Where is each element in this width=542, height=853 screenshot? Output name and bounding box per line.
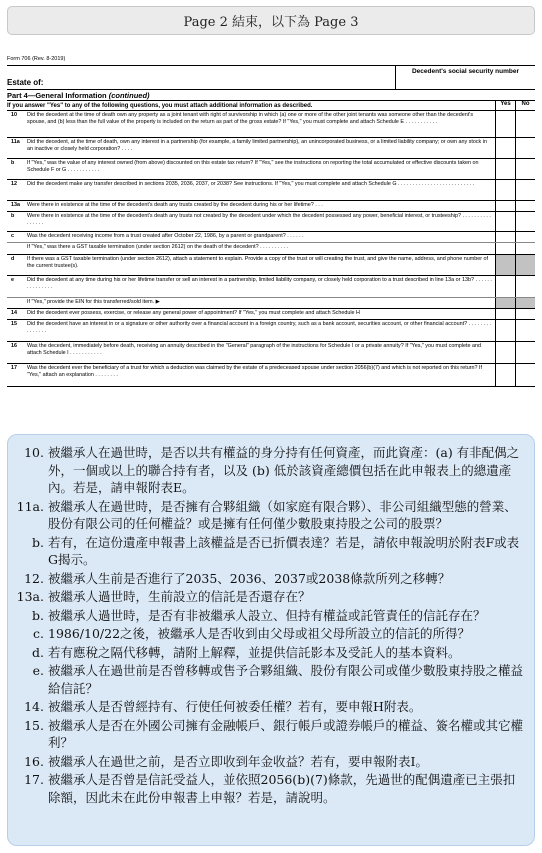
estate-label: Estate of: xyxy=(7,78,44,87)
part-title xyxy=(7,90,535,101)
translation-item xyxy=(16,644,524,662)
translation-number: e. xyxy=(32,663,44,678)
question-row xyxy=(7,276,535,298)
estate-header xyxy=(7,66,535,90)
question-number: b xyxy=(11,213,15,219)
yes-checkbox-cell xyxy=(495,255,515,275)
question-number: 14 xyxy=(11,310,17,316)
no-checkbox-cell[interactable] xyxy=(515,309,535,319)
no-checkbox-cell[interactable] xyxy=(515,201,535,211)
translation-text: 若有，在這份遺產申報書上該權益是否已折價表達？若是，請依申報說明於附表F或表G揭示。 xyxy=(48,534,520,567)
no-checkbox-cell[interactable] xyxy=(515,276,535,297)
question-text: Was the decedent ever the beneficiary of a trust for which a deduction was claimed by the estate of a predeceased spouse under section 2056(b)(7) and which is not reported on this return? If "Yes," attach an explanation . . . . . . . . xyxy=(27,365,482,378)
page-banner: Page 2 結束，以下為 Page 3 xyxy=(7,6,535,35)
translation-item xyxy=(16,570,524,588)
yes-checkbox-cell[interactable] xyxy=(495,212,515,231)
translation-item xyxy=(16,588,524,606)
question-number: d xyxy=(11,256,15,262)
yes-checkbox-cell[interactable] xyxy=(495,201,515,211)
no-checkbox-cell[interactable] xyxy=(515,212,535,231)
form-number: Form 706 (Rev. 8-2019) xyxy=(7,56,66,62)
question-text: If "Yes," was the value of any interest owned (from above) discounted on this estate tax return? If "Yes," see the instructions on reporting the total accumulated or effective discounts taken on Schedule F or G . . . . . . . . . . . xyxy=(27,160,479,173)
translation-text: 被繼承人在過世時，是否以共有權益的身分持有任何資產，而此資產：(a) 有非配偶之外，一個或以上的聯合持有者，以及 (b) 低於該資產總價包括在此申報表上的總遺產內。若是，請申報附表E。 xyxy=(48,445,520,495)
yes-column-header: Yes xyxy=(495,101,515,110)
question-text: Were there in existence at the time of the decedent's death any trusts created by the decedent during his or her lifetime? . . . xyxy=(27,202,323,208)
yes-checkbox-cell[interactable] xyxy=(495,320,515,341)
question-text: If "Yes," provide the EIN for this transferred/sold item. ▶ xyxy=(27,299,160,305)
translation-item xyxy=(16,753,524,771)
question-text: Did the decedent have an interest in or a signature or other authority over a financial account in a foreign country, such as a bank account, securities account, or other financial account? . . . . . . . . . . . . . . . xyxy=(27,321,492,334)
yes-checkbox-cell[interactable] xyxy=(495,276,515,297)
translation-item xyxy=(16,662,524,697)
question-text: If there was a GST taxable termination (under section 2612), attach a statement to explain. Provide a copy of the trust or will creating the trust, and give the name, address, and phone number of the current trustee(s). xyxy=(27,256,489,269)
translation-list xyxy=(16,444,524,806)
translation-number: 11a. xyxy=(16,498,44,514)
translation-number: b. xyxy=(32,607,44,623)
yes-checkbox-cell[interactable] xyxy=(495,232,515,242)
yes-checkbox-cell[interactable] xyxy=(495,138,515,158)
chinese-translation-panel xyxy=(7,434,535,846)
question-number xyxy=(7,298,27,308)
translation-item xyxy=(16,607,524,625)
question-number: 12 xyxy=(11,181,17,187)
no-checkbox-cell[interactable] xyxy=(515,232,535,242)
no-checkbox-cell[interactable] xyxy=(515,159,535,179)
translation-text: 被繼承人是否曾經持有、行使任何被委任權？若有，要申報H附表。 xyxy=(48,699,422,714)
no-checkbox-cell xyxy=(515,255,535,275)
translation-item xyxy=(16,498,524,533)
translation-number: 15. xyxy=(24,717,44,733)
question-text: Was the decedent, immediately before death, receiving an annuity described in the "General" paragraph of the instructions for Schedule I or a private annuity? If "Yes," you must complete and attach Schedule I . . . . . . . . . . . xyxy=(27,343,482,356)
question-number: 10 xyxy=(11,112,17,118)
translation-text: 被繼承人過世時，是否有非被繼承人設立、但持有權益或託管責任的信託存在？ xyxy=(48,607,486,623)
translation-number: b. xyxy=(32,534,44,550)
translation-text: 被繼承人生前是否進行了2035、2036、2037或2038條款所列之移轉？ xyxy=(48,570,451,586)
yes-checkbox-cell[interactable] xyxy=(495,180,515,200)
translation-number: 13a. xyxy=(16,589,44,604)
instruction-text: If you answer "Yes" to any of the following questions, you must attach additional information as described. xyxy=(7,103,313,109)
question-text: If "Yes," was there a GST taxable termination (under section 2612) on the death of the decedent? . . . . . . . . . . xyxy=(27,244,289,250)
translation-number: 10. xyxy=(24,445,44,460)
translation-text: 被繼承人在過世之前，是否立即收到年金收益？若有，要申報附表I。 xyxy=(48,753,428,769)
translation-item xyxy=(16,717,524,752)
question-row xyxy=(7,138,535,159)
question-number: e xyxy=(11,277,14,283)
no-checkbox-cell[interactable] xyxy=(515,342,535,363)
translation-text: 被繼承人是否曾是信託受益人，並依照2056(b)(7)條款，先過世的配偶遺產已主張扣除額，因此未在此份申報書上申報？若是，請說明。 xyxy=(48,772,516,805)
translation-number: 17. xyxy=(24,772,44,787)
translation-text: 被繼承人過世時，生前設立的信託是否還存在？ xyxy=(48,589,311,604)
question-number: 13a xyxy=(11,202,20,208)
question-number: 11a xyxy=(11,139,20,145)
question-row xyxy=(7,342,535,364)
questions-header xyxy=(7,101,535,111)
question-number: c xyxy=(11,233,14,239)
part-title-text: Part 4—General Information xyxy=(7,91,107,100)
question-text: Did the decedent at any time during his or her lifetime transfer or sell an interest in a partnership, limited liability company, or closely held corporation to a trust described in line 13a or 13b? . . . . . . . . . . . . . . . xyxy=(27,277,492,290)
no-checkbox-cell[interactable] xyxy=(515,364,535,386)
question-text: Did the decedent at the time of death own any property as a joint tenant with right of survivorship in which (a) one or more of the other joint tenants was someone other than the decedent's spouse, and (b) less than the full value of the property is included on the return as part of the gross estate? If "Yes," you must complete and attach Schedule E . . . . . . . . . . . xyxy=(27,112,474,125)
yes-checkbox-cell[interactable] xyxy=(495,364,515,386)
translation-item xyxy=(16,698,524,716)
question-text: Did the decedent ever possess, exercise, or release any general power of appointment? If "Yes," you must complete and attach Schedule H xyxy=(27,310,360,316)
form-706-excerpt xyxy=(7,56,535,387)
question-row xyxy=(7,212,535,232)
translation-text: 若有應稅之隔代移轉，請附上解釋，並提供信託影本及受託人的基本資料。 xyxy=(48,644,461,660)
translation-number: c. xyxy=(33,626,44,641)
question-row xyxy=(7,364,535,387)
translation-item xyxy=(16,534,524,569)
yes-checkbox-cell[interactable] xyxy=(495,111,515,137)
translation-text: 被繼承人是否在外國公司擁有金融帳戶、銀行帳戶或證券帳戶的權益、簽名權或其它權利？ xyxy=(48,717,524,750)
no-checkbox-cell[interactable] xyxy=(515,138,535,158)
question-number xyxy=(7,243,27,254)
question-row xyxy=(7,309,535,320)
question-text: Was the decedent receiving income from a trust created after October 22, 1986, by a parent or grandparent? . . . . . . xyxy=(27,233,304,239)
yes-checkbox-cell[interactable] xyxy=(495,342,515,363)
translation-number: 12. xyxy=(24,570,44,586)
no-checkbox-cell[interactable] xyxy=(515,243,535,254)
translation-text: 1986/10/22之後，被繼承人是否收到由父母或祖父母所設立的信託的所得？ xyxy=(48,626,471,641)
question-text: Did the decedent make any transfer described in sections 2035, 2036, 2037, or 2038? See instructions. If "Yes," you must complete and attach Schedule G . . . . . . . . . . . . . . . . . . . . . . . . . . xyxy=(27,181,475,187)
no-checkbox-cell[interactable] xyxy=(515,180,535,200)
question-text: Were there in existence at the time of the decedent's death any trusts not created by the decedent under which the decedent possessed any power, beneficial interest, or trusteeship? . . . . . . . . . . . . . . . . xyxy=(27,213,491,226)
question-row xyxy=(7,232,535,243)
question-number: b xyxy=(11,160,15,166)
question-row xyxy=(7,243,535,255)
question-row xyxy=(7,201,535,212)
yes-checkbox-cell xyxy=(495,298,515,308)
no-column-header: No xyxy=(515,101,535,110)
translation-text: 被繼承人在過世時，是否擁有合夥組織（如家庭有限合夥）、非公司組織型態的營業、股份有限公司的任何權益？或是擁有任何僅少數股東持股之公司的股票？ xyxy=(48,498,517,531)
translation-item xyxy=(16,444,524,497)
no-checkbox-cell[interactable] xyxy=(515,111,535,137)
yes-checkbox-cell[interactable] xyxy=(495,309,515,319)
question-number: 15 xyxy=(11,321,17,327)
question-number: 16 xyxy=(11,343,17,349)
question-row xyxy=(7,159,535,180)
question-row xyxy=(7,298,535,309)
question-row xyxy=(7,180,535,201)
translation-text: 被繼承人在過世前是否曾移轉或售予合夥組織、股份有限公司或僅少數股東持股之權益給信託？ xyxy=(48,663,524,696)
translation-item xyxy=(16,625,524,643)
question-row xyxy=(7,255,535,276)
yes-checkbox-cell[interactable] xyxy=(495,159,515,179)
question-number: 17 xyxy=(11,365,17,371)
translation-item xyxy=(16,771,524,806)
yes-checkbox-cell[interactable] xyxy=(495,243,515,254)
question-row xyxy=(7,320,535,342)
ssn-label: Decedent's social security number xyxy=(395,66,535,89)
question-row xyxy=(7,111,535,138)
no-checkbox-cell xyxy=(515,298,535,308)
translation-number: d. xyxy=(32,644,44,660)
question-rows xyxy=(7,111,535,387)
no-checkbox-cell[interactable] xyxy=(515,320,535,341)
translation-number: 14. xyxy=(24,699,44,714)
translation-number: 16. xyxy=(24,753,44,769)
question-text: Did the decedent, at the time of death, own any interest in a partnership (for example, a family limited partnership), an unincorporated business, or a limited liability company; or own any stock in an inactive or closely held corporation? . . . . xyxy=(27,139,487,152)
part-title-continued: (continued) xyxy=(108,91,150,100)
